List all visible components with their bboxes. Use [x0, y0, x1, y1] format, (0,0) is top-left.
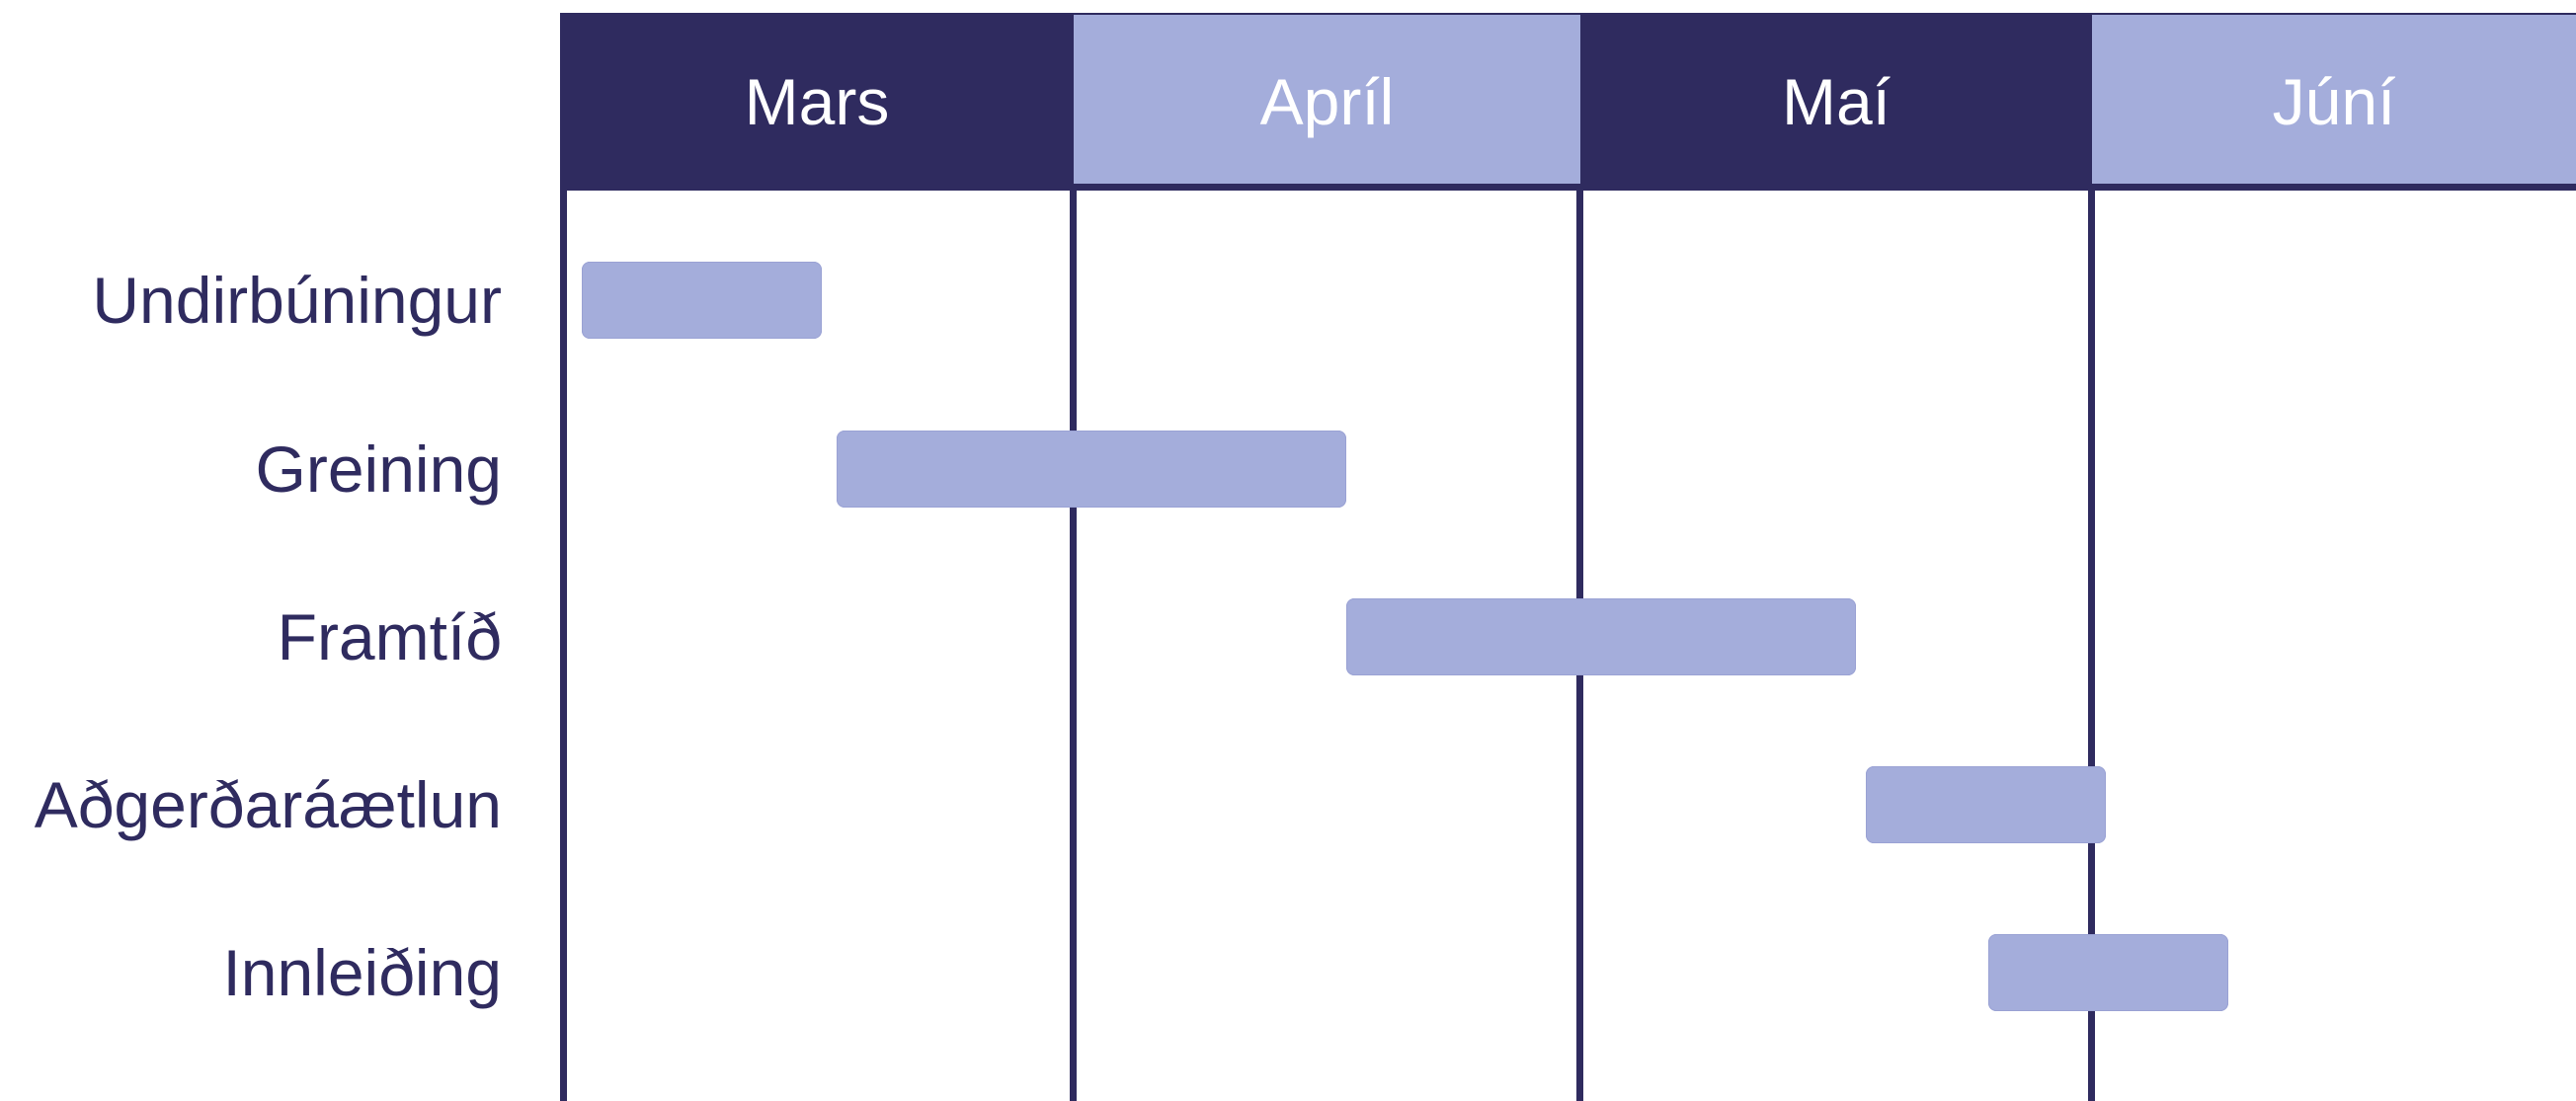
- month-header-juni: Júní: [2092, 15, 2576, 189]
- task-bar-greining: [837, 431, 1346, 508]
- header-bottom-border: [560, 184, 2576, 191]
- task-bar-framtid: [1346, 598, 1856, 675]
- month-header-mai: Maí: [1580, 15, 2092, 189]
- task-bar-innleiding: [1988, 934, 2228, 1011]
- task-label-greining: Greining: [255, 433, 502, 506]
- task-bar-adgerdaraaetlun: [1866, 766, 2106, 843]
- task-label-undirbuningur: Undirbúningur: [92, 264, 502, 337]
- month-divider-line: [1070, 184, 1077, 1101]
- month-header-mars: Mars: [560, 15, 1074, 189]
- task-label-adgerdaraaetlun: Aðgerðaráætlun: [34, 768, 502, 841]
- task-label-innleiding: Innleiðing: [222, 936, 502, 1009]
- task-bar-undirbuningur: [582, 262, 822, 339]
- task-label-framtid: Framtíð: [277, 600, 502, 673]
- month-divider-line: [560, 184, 567, 1101]
- month-header-april: Apríl: [1074, 15, 1580, 189]
